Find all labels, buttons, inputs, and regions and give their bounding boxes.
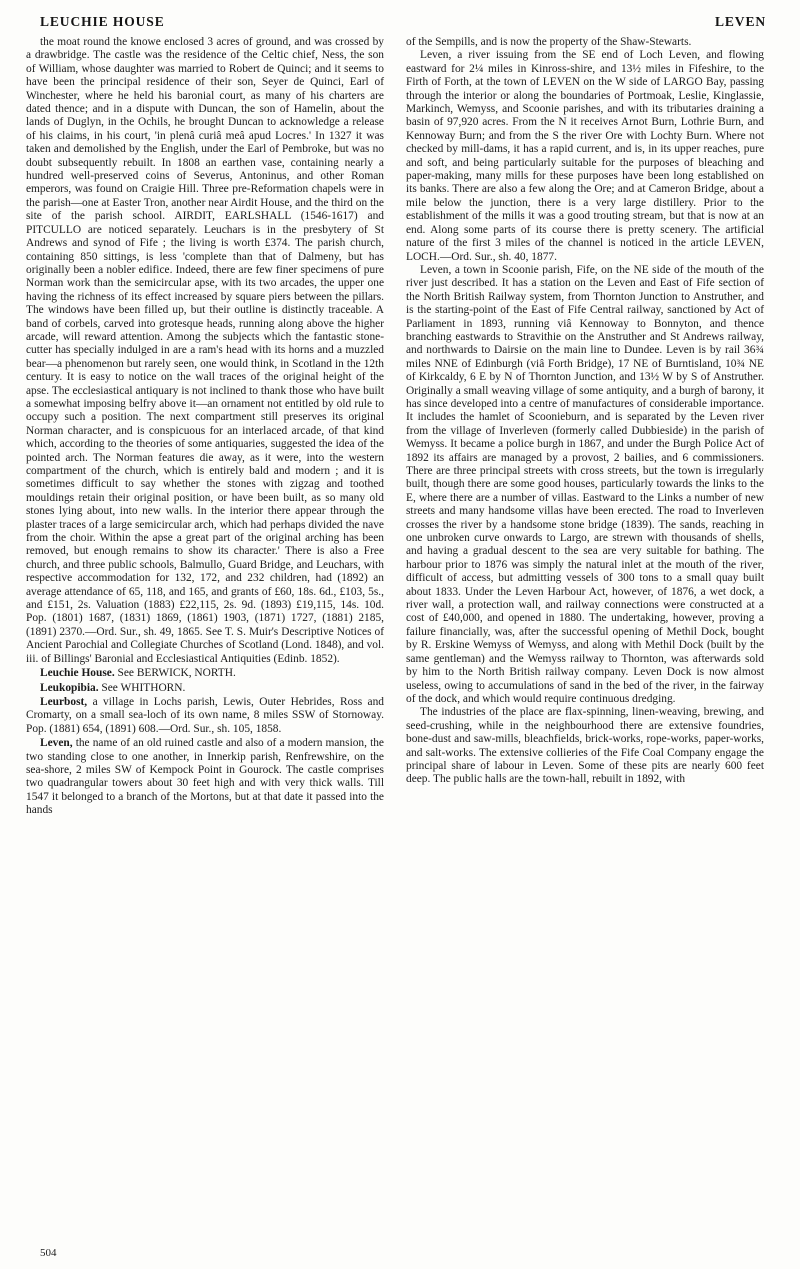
left-column-main-text — [26, 36, 384, 666]
right-column — [406, 36, 764, 1211]
entry-paragraph — [26, 696, 384, 736]
left-column — [26, 36, 384, 1211]
entry-text: the name of an old ruined castle and also of a modern mansion, the two standing close to one another, in Innerkip parish, Renfrewshire, on the sea-shore, 2 miles SW of Kempock Point in Gourock. The castle comprises two quadrangular towers about 30 feet high and with very thick walls. Till 1547 it belonged to a branch of the Mortons, but at that date it passed into the hands — [26, 737, 384, 817]
entry-leven-castle — [26, 737, 384, 817]
two-column-body — [26, 36, 774, 1211]
entry-leurbost — [26, 696, 384, 736]
page-number: 504 — [40, 1247, 57, 1259]
paragraph: the moat round the knowe enclosed 3 acres of ground, and was crossed by a drawbridge. The castle was the residence of the Celtic chief, Ness, the son of William, whose daughter was married to Robert de Quinci; and it seems to have been the principal residence of their son, Seyer de Quinci, Earl of Winchester, where he held his baronial court, as many of his charters are dated thence; and in a dispute with Duncan, the son of Hamelin, about the lands of Duglyn, in the Ochils, he brought Duncan to acknowledge a release of his claims, in his court, 'in plenâ curiâ meâ apud Locres.' In 1327 it was taken and demolished by the English, under the Earl of Pembroke, but was no doubt subsequently rebuilt. In 1808 an earthen vase, containing nearly a hundred well-preserved coins of Severus, Antoninus, and other Roman emperors, was found on Craigie Hill. Three pre-Reformation chapels were in the parish—one at Easter Tron, another near Airdit House, and the third on the site of the parish school. AIRDIT, EARLSHALL (1546-1617) and PITCULLO are noticed separately. Leuchars is in the presbytery of St Andrews and synod of Fife ; the living is worth £374. The parish church, containing 850 sittings, is less 'complete than that of Dalmeny, but has originally been a nobler edifice. Indeed, there are few finer specimens of pure Norman work than the semicircular apse, with its two arcades, the upper one having the richness of its effect increased by square piers between the pillars. The windows have been filled up, but their outline is distinctly traceable. A band of corbels, carved into grotesque heads, running along above the higher arcade, will reward attention. Among the subjects which the fantastic stone-cutter has specially indulged in are a ram's head with its horns and a muzzled bear—a phenomenon but rarely seen, one would think, in Scotland in the 12th century. It is easy to notice on the wall traces of the original height of the apse. The ecclesiastical antiquary is not inclined to thank those who have built a somewhat imposing belfry above it—an ornament not entitled by old rule to occupy such a position. The next compartment still preserves its original Norman character, and is conspicuous for an interlaced arcade, of that kind which, according to the theories of some antiquaries, suggested the idea of the pointed arch. The Norman features die away, as it were, into the western compartment of the church, which is entirely bald and modern ; and it is sometimes difficult to say whether the stones with zigzag and toothed mouldings retain their original position, or have been built, as so many old stones lying about, into new walls. In the interior there appear through the plaster traces of a large semicircular arch, which had perhaps divided the nave from the choir. Within the apse a great part of the original arching has been removed, but enough remains to show its character.' There is also a Free church, and three public schools, Balmullo, Guard Bridge, and Leuchars, with respective accommodation for 132, 172, and 232 children, had (1892) an average attendance of 65, 118, and 165, and grants of £60, 18s. 6d., £103, 5s., and £151, 2s. Valuation (1883) £22,115, 2s. 9d. (1893) £19,115, 14s. 10d. Pop. (1801) 1687, (1831) 1869, (1861) 1903, (1871) 1727, (1881) 2185, (1891) 2370.—Ord. Sur., sh. 49, 1865. See T. S. Muir's Descriptive Notices of Ancient Parochial and Collegiate Churches of Scotland (Lond. 1848), and vol. iii. of Billings' Baronial and Ecclesiastical Antiquities (Edinb. 1852). — [26, 36, 384, 665]
entry-leukopibia — [26, 682, 384, 695]
entry-headword: Leuchie House. — [40, 667, 115, 680]
entry-text: See WHITHORN. — [98, 681, 186, 694]
entry-paragraph — [26, 667, 384, 680]
entry-headword: Leven, — [40, 737, 73, 750]
entry-text: See BERWICK, NORTH. — [114, 667, 236, 680]
entry-paragraph — [26, 682, 384, 695]
entry-paragraph — [26, 737, 384, 817]
paragraph-industries: The industries of the place are flax-spinning, linen-weaving, brewing, and seed-crushing, while in the neighbourhood there are extensive foundries, bone-dust and saw-mills, bleachfields, brick-works, rope-works, paper-works, and salt-works. The extensive collieries of the Fife Coal Company engage the principal share of labour in Leven. Some of these pits are nearly 600 feet deep. The public halls are the town-hall, rebuilt in 1892, with — [406, 706, 764, 786]
running-head — [26, 14, 774, 30]
entry-text: a village in Lochs parish, Lewis, Outer Hebrides, Ross and Cromarty, on a small sea-loch of its own name, 8 miles SSW of Stornoway. Pop. (1881) 654, (1891) 608.—Ord. Sur., sh. 105, 1858. — [26, 695, 384, 735]
entry-leven-river: Leven, a river issuing from the SE end of Loch Leven, and flowing eastward for 2¼ miles in Kinross-shire, and 13½ miles in Fifeshire, to the Firth of Forth, at the town of LEVEN on the W side of LARGO Bay, passing through the interior or along the boundaries of Portmoak, Leslie, Kinglassie, Markinch, Wemyss, and Scoonie parishes, and with its tributaries draining a basin of 97,920 acres. From the N it receives Arnot Burn, Lothrie Burn, and Kennoway Burn; and from the S the river Ore with Lochty Burn. Where not checked by mill-dams, it has a rapid current, and is, in its upper reaches, pure and soft, and being particularly suitable for the purposes of bleaching and paper-making, many mills for these purposes have been long established on its banks. There are also a few along the Ore; and at Cameron Bridge, about a mile below the junction, there is a very large distillery. Prior to the establishment of the mills it was a good trouting stream, but that is now at an end. Along some parts of its course there is pretty scenery. The artificial nature of the first 3 miles of the channel is noticed in the article LEVEN, LOCH.—Ord. Sur., sh. 40, 1877. — [406, 49, 764, 263]
header-left: LEUCHIE HOUSE — [40, 14, 165, 29]
entry-headword: Leurbost, — [40, 695, 88, 708]
entry-leuchie-house — [26, 667, 384, 680]
entry-leven-town: Leven, a town in Scoonie parish, Fife, on the NE side of the mouth of the river just described. It has a station on the Leven and East of Fife section of the North British Railway system, from Thornton Junction to Anstruther, and is the starting-point of the East of Fife Central railway, sanctioned by Act of Parliament in 1893, running viâ Kennoway to Bonnyton, and thence branching eastwards to Stravithie on the Anstruther and St Andrews railway, and northwards to Dairsie on the main line to Dundee. Leven is by rail 36¾ miles NNE of Edinburgh (viâ Forth Bridge), 17 NE of Burntisland, 10¾ NE of Kirkcaldy, 6 E by N of Thornton Junction, and 13½ W by S of Anstruther. Originally a small weaving village of some antiquity, and a burgh of barony, it has since developed into a centre of manufactures of considerable importance. It includes the hamlet of Scoonieburn, and is separated by the Leven river from the village of Inverleven (formerly called Dubbieside) in the parish of Wemyss. It became a police burgh in 1867, and under the Burgh Police Act of 1892 its affairs are managed by a provost, 2 bailies, and 6 commissioners. There are three principal streets with cross streets, but the town is irregularly built, though there are some good houses, particularly towards the links to the E, where there are a number of villas. Eastward to the Links a number of new streets and many handsome villas have been erected. The road to Inverleven crosses the river by a handsome stone bridge (1839). The sands, reaching in one unbroken curve onwards to Largo, are strewn with thousands of shells, and having a gradual descent to the sea are very suitable for bathing. The harbour prior to 1876 was simply the natural inlet at the mouth of the river, difficult of access, but admitting vessels of 300 tons to a small quay built about 1833. Under the Leven Harbour Act, however, of 1876, a wet dock, a river wall, a protection wall, and railway connections were constructed at a cost of £40,000, and opened in 1880. The undertaking, however, proving a failure financially, was, after the successful opening of Methil Dock, bought by R. Erskine Wemyss of Wemyss, and along with Methil Dock (built by the same gentleman) and the Wemyss railway to Thornton, was afterwards sold by him to the North British railway company. Leven Dock is now almost useless, owing to accumulations of sand in the bed of the river, in the fairway of the dock, and which would require continuous dredging. — [406, 263, 764, 705]
entry-headword: Leukopibia. — [40, 681, 99, 694]
header-right: LEVEN — [714, 14, 766, 29]
paragraph-continuation: of the Sempills, and is now the property of the Shaw-Stewarts. — [406, 36, 692, 48]
